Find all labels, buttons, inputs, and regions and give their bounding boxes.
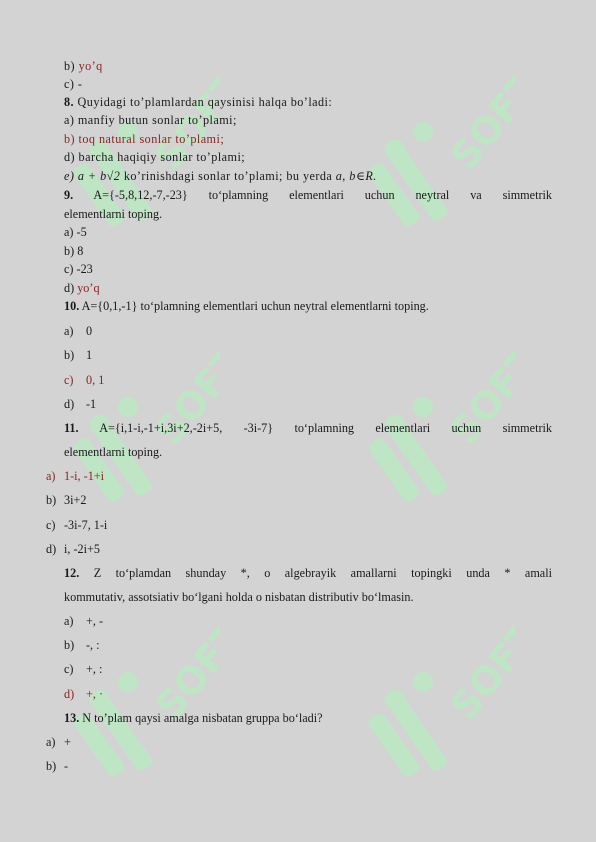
q7-answer: yo’q: [78, 59, 103, 73]
q10-option-b: b) 1: [64, 348, 93, 362]
q8-option-d: d) barcha haqiqiy sonlar to’plami;: [64, 150, 246, 164]
q12-option-c: c) +, :: [64, 662, 103, 676]
ji-soft-logo-icon: [365, 50, 515, 250]
q11-option-a: a) 1-i, -1+i: [46, 469, 105, 483]
q12-option-b: b) -, :: [64, 638, 100, 652]
svg-text:SOFT: SOFT: [441, 614, 515, 729]
q8-question: 8. Quyidagi to’plamlardan qaysinisi halqa bo’ladi:: [64, 95, 333, 109]
svg-text:SOFT: SOFT: [146, 64, 220, 179]
watermark-logo: [365, 600, 515, 800]
q12-question-line2: kommutativ, assotsiativ bo‘lgani holda o nisbatan distributiv bo‘lmasin.: [64, 590, 414, 604]
q11-option-d: d) i, -2i+5: [46, 542, 100, 556]
q13-option-a: a) +: [46, 735, 71, 749]
q9-question-line1: 9. A={-5,8,12,-7,-23} to‘plamning elementlari uchun neytral va simmetrik: [64, 188, 552, 202]
q11-question-line2: elementlarni toping.: [64, 445, 163, 459]
q11-option-b: b) 3i+2: [46, 493, 87, 507]
q13-question: 13. N to’plam qaysi amalga nisbatan gruppa bo‘ladi?: [64, 711, 323, 725]
q10-option-a: a) 0: [64, 324, 93, 338]
q8-option-a: a) manfiy butun sonlar to’plami;: [64, 113, 237, 127]
q10-option-d: d) -1: [64, 397, 97, 411]
svg-text:SOFT: SOFT: [146, 339, 220, 454]
svg-text:SOFT: SOFT: [146, 614, 220, 729]
q8-formula: a + b√2: [77, 169, 121, 183]
q10-option-c: c) 0, 1: [64, 373, 105, 387]
q11-question-line1: 11. A={i,1-i,-1+i,3i+2,-2i+5, -3i-7} to‘plamning elementlari uchun simmetrik: [64, 421, 552, 435]
q10-question: 10. A={0,1,-1} to‘plamning elementlari uchun neytral elementlarni toping.: [64, 299, 429, 313]
q9-question-line2: elementlarni toping.: [64, 207, 163, 221]
watermark-logo: [365, 50, 515, 250]
q9-option-a: a) -5: [64, 225, 87, 239]
q12-question-line1: 12. Z to‘plamdan shunday *, o algebrayik amallarni topingki unda * amali: [64, 566, 552, 580]
svg-text:SOFT: SOFT: [441, 339, 515, 454]
q13-option-b: b) -: [46, 759, 69, 773]
q9-option-c: c) -23: [64, 262, 93, 276]
q7-option-c: c) -: [64, 77, 83, 91]
svg-text:SOFT: SOFT: [441, 64, 515, 179]
q11-option-c: c) -3i-7, 1-i: [46, 518, 108, 532]
q9-option-b: b) 8: [64, 244, 84, 258]
q8-option-b: b) toq natural sonlar to’plami;: [64, 132, 225, 146]
q12-option-d: d) +, ·: [64, 687, 104, 701]
q9-option-d: d) yo’q: [64, 281, 100, 295]
q7-option-b: b) yo’q: [64, 59, 103, 73]
ji-soft-logo-icon: [365, 600, 515, 800]
q12-option-a: a) +, -: [64, 614, 104, 628]
q8-option-e: e) a + b√2 ko’rinishdagi sonlar to’plami; bu yerda a, b∈R.: [64, 169, 377, 183]
